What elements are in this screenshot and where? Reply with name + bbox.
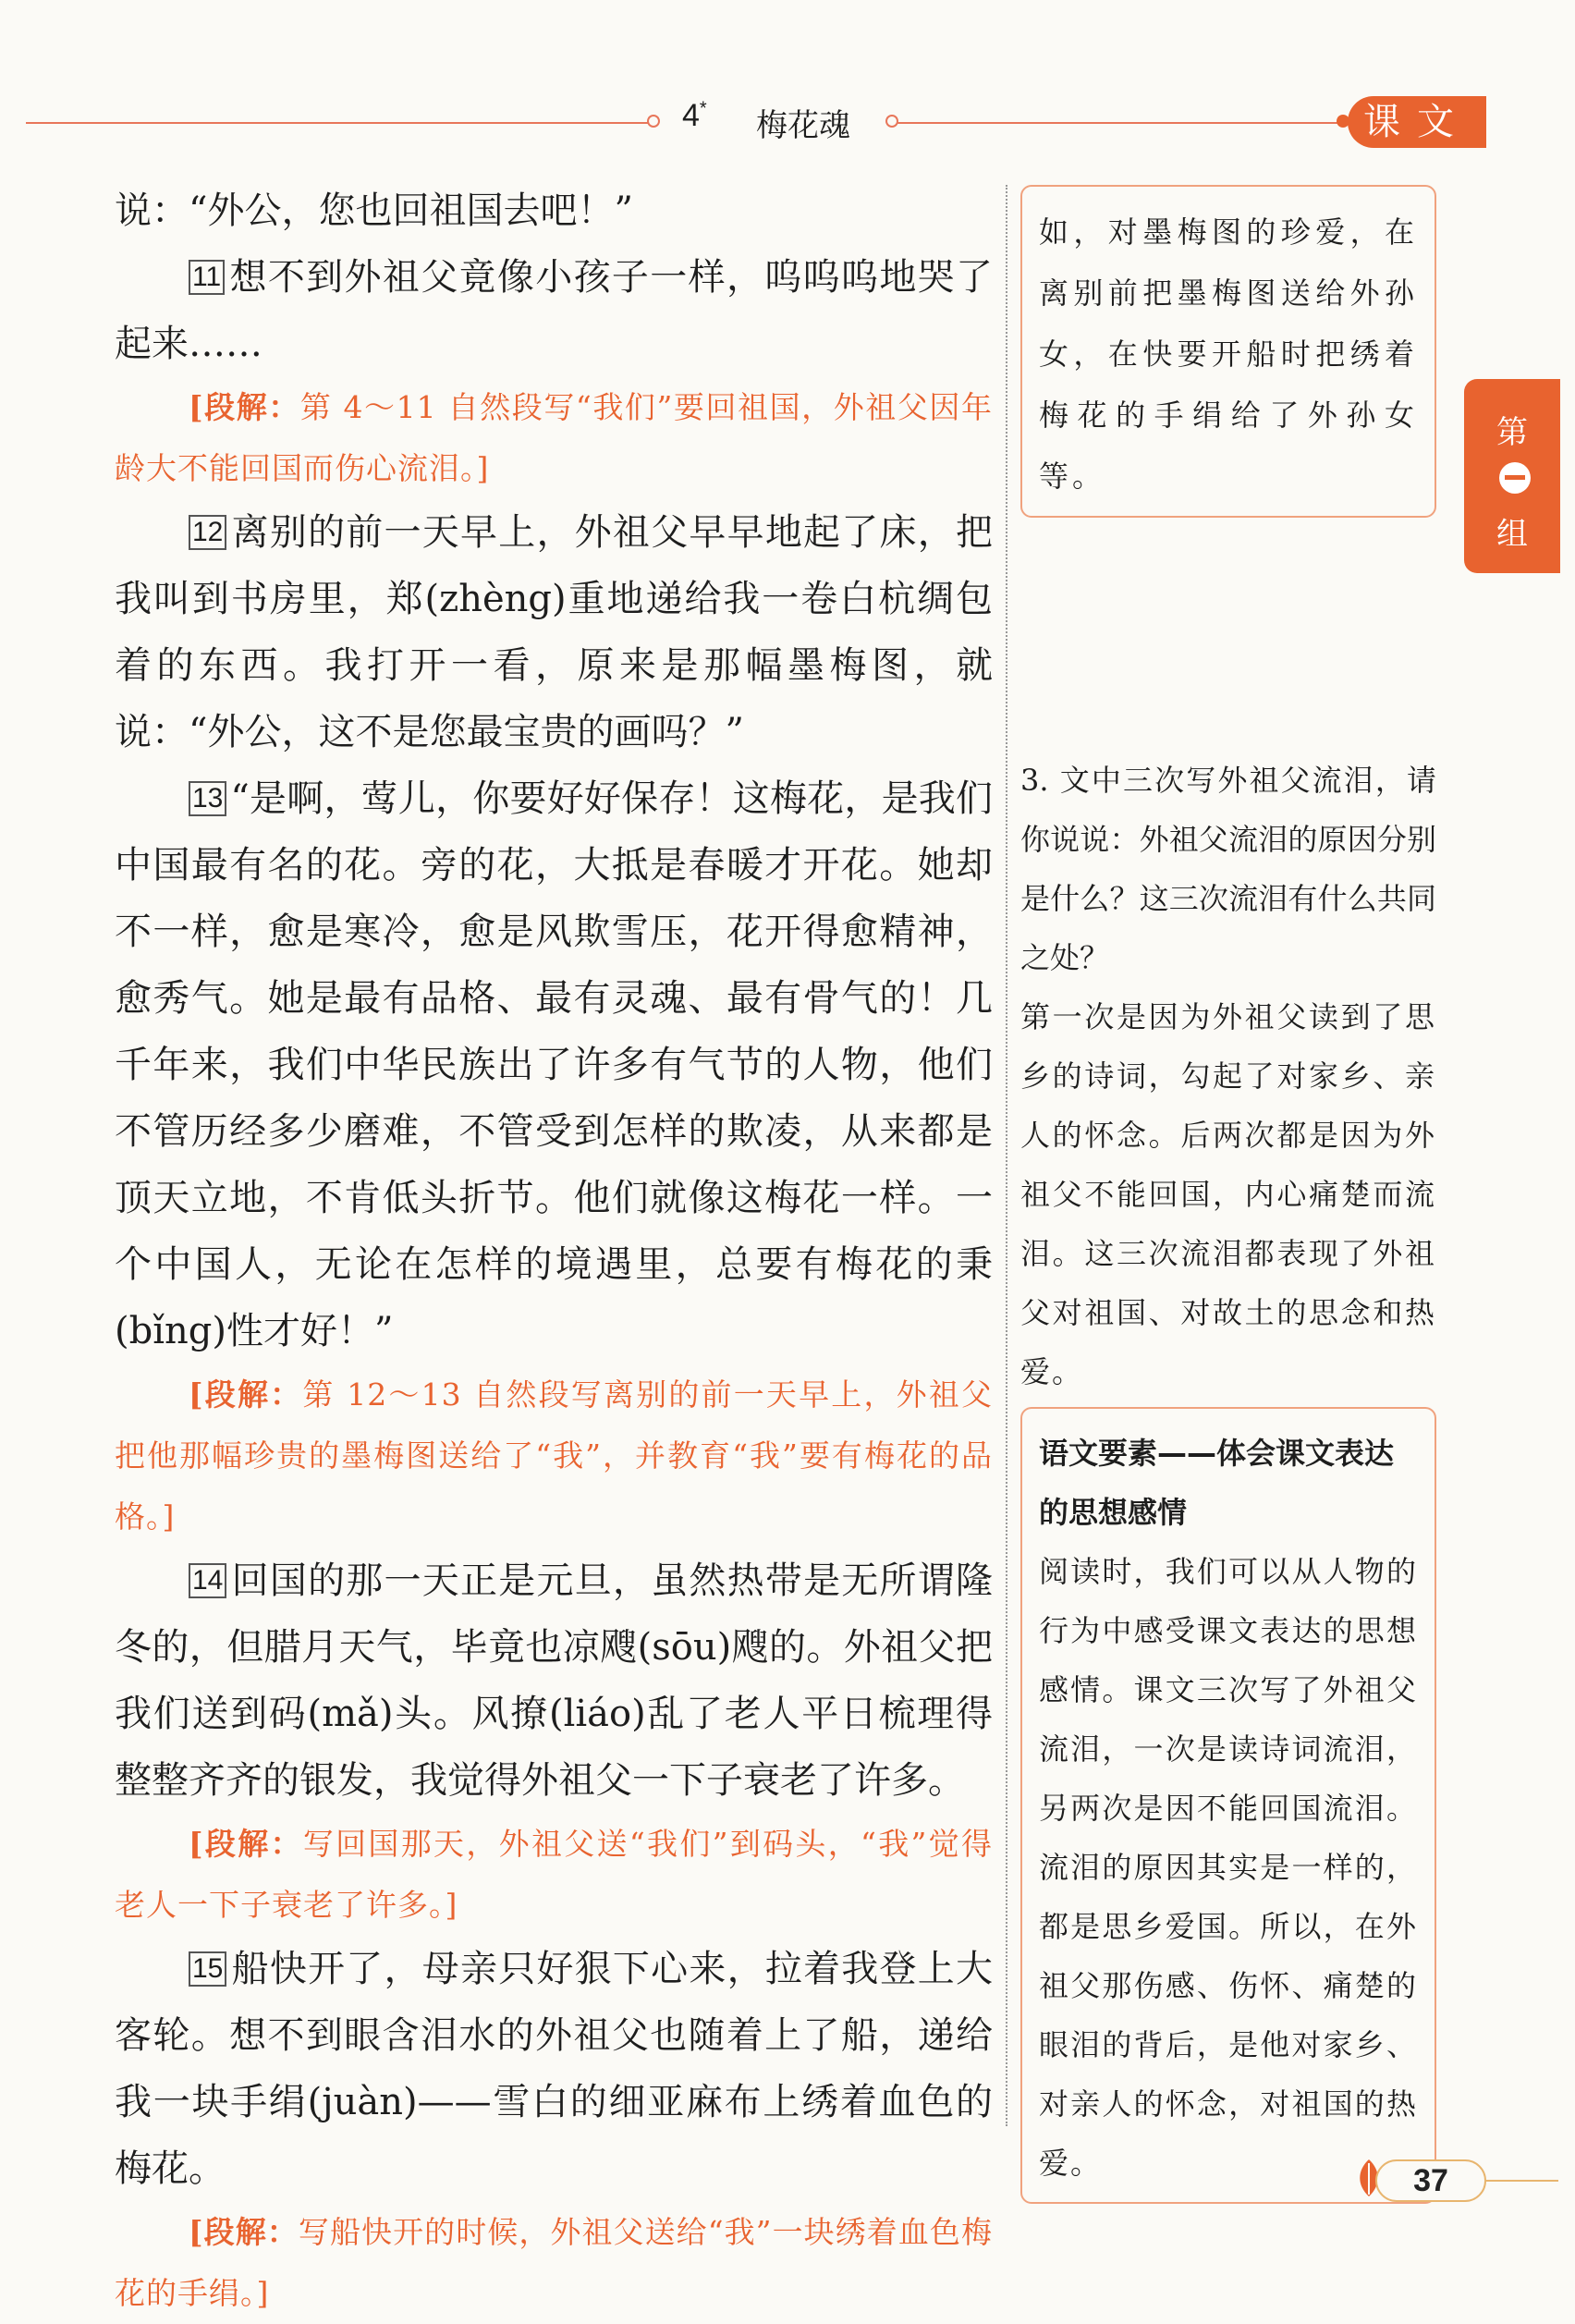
paragraph-number: 15 [189, 1951, 226, 1987]
paragraph-note-1: [段解：第 4～11 自然段写“我们”要回祖国，外祖父因年龄大不能回国而伤心流泪。] [115, 389, 993, 486]
side-note-box-2 [1020, 1407, 1436, 2204]
annotation-text: 如，对墨梅图的珍爱，在离别前把墨梅图送给外孙女，在快要开船时把绣着梅花的手绢给了外孙女等。 [1039, 214, 1418, 494]
page-number-rule [1484, 2180, 1558, 2182]
paragraph-12: 12 离别的前一天早上，外祖父早早地起了床，把我叫到书房里，郑(zhèng)重地递给我一卷白杭绸包着的东西。我打开一看，原来是那幅墨梅图，就说：“外公，这不是您最宝贵的画吗？” [115, 511, 993, 753]
paragraph-11: 11 想不到外祖父竟像小孩子一样，呜呜呜地哭了起来…… [115, 256, 993, 365]
group-tab-zu: 组 [1496, 517, 1528, 552]
side-note-box-1 [1020, 185, 1436, 518]
column-divider [1006, 185, 1007, 2126]
paragraph-number: 11 [189, 260, 225, 295]
lesson-number: 4* [682, 98, 707, 133]
group-tab-one-icon [1499, 462, 1531, 494]
group-tab-di: 第 [1496, 415, 1528, 450]
question-3: 3. 文中三次写外祖父流泪，请你说说：外祖父流泪的原因分别是什么？这三次流泪有什么共同之处？ [1020, 763, 1436, 975]
header-rule-left [26, 122, 654, 124]
paragraph-14: 14 回国的那一天正是元旦，虽然热带是无所谓隆冬的，但腊月天气，毕竟也凉飕(sōu)飕的。外祖父把我们送到码(mǎ)头。风撩(liáo)乱了老人平日梳理得整整齐齐的银发，我觉得外祖父一下子衰老了许多。 [115, 1560, 993, 1802]
language-element-box [1020, 1407, 1436, 2204]
paragraph-number: 12 [189, 515, 226, 550]
language-element-title: 语文要素——体会课文表达的思想感情 [1039, 1436, 1395, 1530]
header-rule-right [897, 122, 1338, 124]
section-tab: 课文 [1348, 96, 1486, 148]
answer-3: 第一次是因为外祖父读到了思乡的诗词，勾起了对家乡、亲人的怀念。后两次都是因为外祖父不能回国，内心痛楚而流泪。这三次流泪都表现了外祖父对祖国、对故土的思念和热爱。 [1020, 999, 1436, 1389]
unit-group-tab [1464, 379, 1560, 573]
paragraph-number: 13 [189, 781, 226, 816]
paragraph-note-2: [段解：第 12～13 自然段写离别的前一天早上，外祖父把他那幅珍贵的墨梅图送给了“我”，并教育“我”要有梅花的品格。] [115, 1376, 993, 1535]
paragraph-15: 15 船快开了，母亲只好狠下心来，拉着我登上大客轮。想不到眼含泪水的外祖父也随着上了船，递给我一块手绢(juàn)——雪白的细亚麻布上绣着血色的梅花。 [115, 1948, 993, 2190]
header-dot-left [647, 115, 660, 128]
paragraph-note-4: [段解：写船快开的时候，外祖父送给“我”一块绣着血色梅花的手绢。] [115, 2214, 993, 2311]
annotation-box [1020, 185, 1436, 518]
header-dot-right [885, 115, 898, 128]
lesson-title: 梅花魂 [756, 108, 850, 143]
side-question [1020, 751, 1436, 1401]
main-text-column [115, 177, 993, 2324]
page-number: 37 [1375, 2159, 1486, 2202]
paragraph-13: 13 “是啊，莺儿，你要好好保存！这梅花，是我们中国最有名的花。旁的花，大抵是春暖才开花。她却不一样，愈是寒冷，愈是风欺雪压，花开得愈精神，愈秀气。她是最有品格、最有灵魂、最有骨气的！几千年来，我们中华民族出了许多有气节的人物，他们不管历经多少磨难，不管受到怎样的欺凌，从来都是顶天立地，不肯低头折节。他们就像这梅花一样。一个中国人，无论在怎样的境遇里，总要有梅花的秉(bǐng)性才好！” [115, 777, 993, 1352]
paragraph-number: 14 [189, 1563, 226, 1598]
paragraph-note-3: [段解：写回国那天，外祖父送“我们”到码头，“我”觉得老人一下子衰老了许多。] [115, 1826, 993, 1923]
paragraph-10-end: 说：“外公，您也回祖国去吧！” [115, 190, 633, 232]
language-element-text: 阅读时，我们可以从人物的行为中感受课文表达的思想感情。课文三次写了外祖父流泪，一次是读诗词流泪，另两次是因不能回国流泪。流泪的原因其实是一样的，都是思乡爱国。所以，在外祖父那伤感、伤怀、痛楚的眼泪的背后，是他对家乡、对亲人的怀念，对祖国的热爱。 [1039, 1554, 1418, 2181]
